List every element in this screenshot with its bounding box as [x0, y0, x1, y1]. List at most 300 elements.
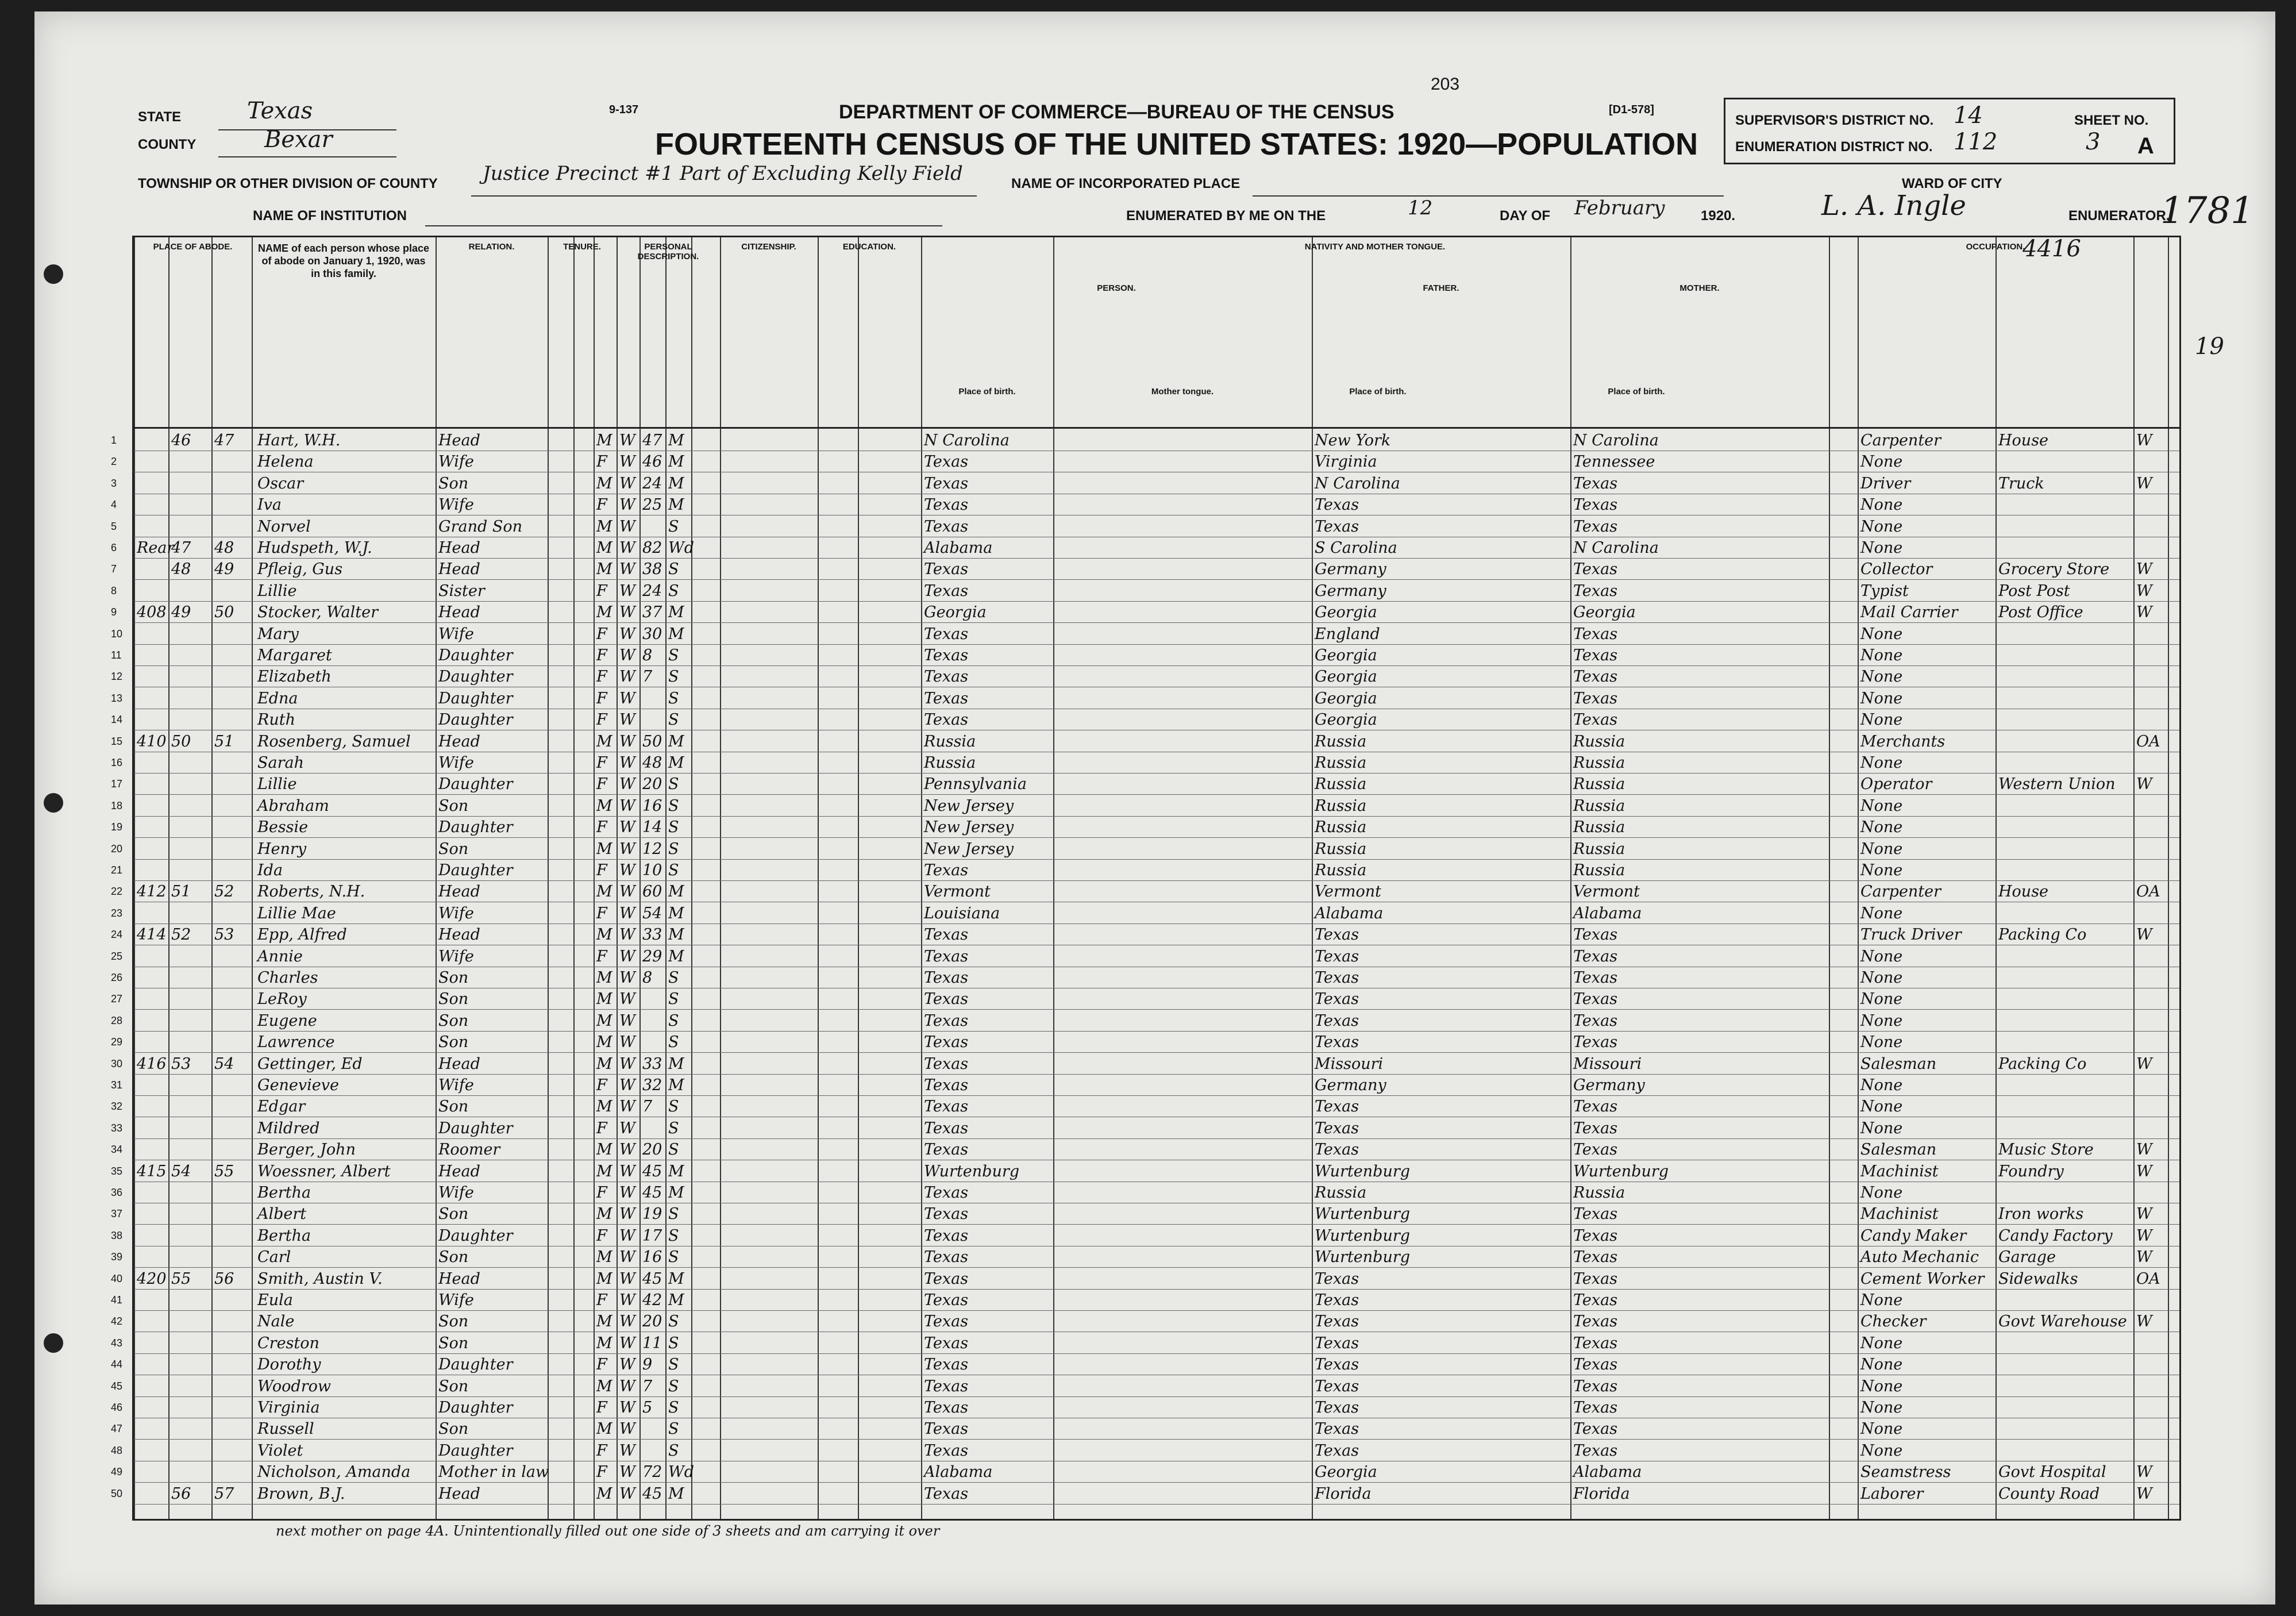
table-row — [111, 988, 2179, 1010]
cell-sex: M — [596, 797, 612, 815]
cell-birth: Texas — [924, 560, 969, 579]
cell-mother: Texas — [1573, 517, 1618, 536]
cell-sex: M — [596, 969, 612, 987]
cell-ms: S — [668, 1377, 679, 1395]
state-label: STATE — [138, 109, 182, 125]
cell-mother: Texas — [1573, 668, 1618, 686]
cell-sex: M — [596, 990, 612, 1009]
cell-ms: S — [668, 818, 679, 837]
header-occupation: OCCUPATION. — [1966, 242, 2025, 252]
table-row — [111, 1053, 2179, 1075]
cell-rel: Head — [438, 732, 480, 751]
cell-ms: S — [668, 1313, 679, 1331]
cell-birth: N Carolina — [924, 432, 1010, 449]
cell-industry: Govt Warehouse — [1998, 1313, 2127, 1331]
cell-rel: Daughter — [438, 1119, 513, 1137]
cell-race: W — [619, 539, 635, 557]
cell-father: Texas — [1315, 969, 1359, 987]
cell-sex: F — [596, 647, 607, 664]
year-label: 1920. — [1701, 208, 1736, 224]
cell-rel: Wife — [438, 904, 474, 922]
cell-mother: N Carolina — [1573, 432, 1659, 449]
line-number: 4 — [111, 499, 117, 511]
cell-rel: Head — [438, 560, 480, 579]
table-row — [111, 946, 2179, 967]
cell-sex: M — [596, 1420, 612, 1438]
cell-race: W — [619, 1226, 635, 1245]
cell-race: W — [619, 1291, 635, 1309]
cell-father: Texas — [1315, 1377, 1359, 1395]
cell-age: 33 — [642, 1055, 662, 1073]
line-number: 6 — [111, 542, 117, 553]
cell-trade: Typist — [1860, 582, 1909, 600]
cell-ms: S — [668, 1098, 679, 1116]
cell-name: Sarah — [257, 754, 304, 772]
cell-trade: None — [1860, 754, 1903, 772]
cell-father: Russia — [1315, 818, 1367, 837]
cell-rel: Son — [438, 1033, 469, 1052]
cell-trade: Collector — [1860, 560, 1933, 579]
cell-sex: F — [596, 1226, 607, 1245]
cell-age: 29 — [642, 947, 662, 965]
cell-ms: M — [668, 1291, 684, 1309]
cell-father: Georgia — [1315, 1463, 1377, 1482]
cell-race: W — [619, 1033, 635, 1052]
cell-cls: W — [2136, 1226, 2152, 1245]
cell-rel: Son — [438, 990, 469, 1009]
cell-father: Wurtenburg — [1315, 1226, 1411, 1245]
cell-race: W — [619, 904, 635, 922]
cell-house: 54 — [171, 1162, 191, 1180]
cell-fam: 57 — [214, 1484, 234, 1503]
line-number: 1 — [111, 434, 117, 446]
cell-name: Virginia — [257, 1399, 320, 1417]
punch-hole — [44, 793, 63, 813]
cell-trade: None — [1860, 517, 1903, 536]
cell-ms: Wd — [668, 539, 695, 557]
cell-birth: Texas — [924, 1055, 969, 1073]
header-personal: PERSONAL DESCRIPTION. — [637, 242, 699, 261]
cell-trade: Seamstress — [1860, 1463, 1951, 1482]
cell-industry: Packing Co — [1998, 1055, 2087, 1073]
cell-sex: F — [596, 582, 607, 600]
cell-name: Lillie — [257, 775, 297, 794]
cell-birth: Texas — [924, 1119, 969, 1137]
cell-rel: Wife — [438, 754, 474, 772]
cell-sex: F — [596, 775, 607, 794]
cell-ms: S — [668, 1033, 679, 1052]
cell-street: 414 — [137, 926, 167, 944]
table-row — [111, 924, 2179, 945]
cell-birth: Alabama — [924, 539, 993, 557]
cell-sex: F — [596, 818, 607, 837]
cell-birth: Texas — [924, 1313, 969, 1331]
cell-name: Stocker, Walter — [257, 603, 379, 622]
cell-rel: Wife — [438, 1291, 474, 1309]
cell-age: 16 — [642, 1248, 662, 1267]
table-row — [111, 1182, 2179, 1203]
incorporated-label: NAME OF INCORPORATED PLACE — [1011, 176, 1241, 191]
line-number: 37 — [111, 1208, 123, 1220]
cell-mother: Texas — [1573, 689, 1618, 707]
cell-mother: Russia — [1573, 754, 1625, 772]
cell-name: Genevieve — [257, 1076, 340, 1094]
line-number: 14 — [111, 714, 123, 726]
line-number: 30 — [111, 1057, 123, 1069]
cell-name: Abraham — [257, 797, 329, 815]
line-number: 31 — [111, 1079, 123, 1091]
cell-rel: Daughter — [438, 668, 513, 686]
cell-father: Texas — [1315, 1441, 1359, 1460]
cell-house: 53 — [171, 1055, 191, 1073]
table-row — [111, 516, 2179, 537]
cell-industry: Post Office — [1998, 603, 2083, 622]
cell-trade: None — [1860, 1441, 1903, 1460]
cell-race: W — [619, 883, 635, 901]
cell-cls: W — [2136, 1205, 2152, 1223]
cell-name: Nale — [257, 1313, 295, 1331]
cell-sex: M — [596, 732, 612, 751]
cell-father: Georgia — [1315, 689, 1377, 707]
cell-trade: None — [1860, 625, 1903, 643]
cell-sex: M — [596, 517, 612, 536]
day-label: DAY OF — [1500, 208, 1551, 224]
county-underline — [218, 156, 396, 157]
cell-rel: Daughter — [438, 689, 513, 707]
cell-mother: Texas — [1573, 1248, 1618, 1267]
cell-house: 52 — [171, 926, 191, 944]
cell-name: Nicholson, Amanda — [257, 1463, 411, 1482]
cell-cls: OA — [2136, 883, 2160, 901]
cell-ms: S — [668, 1248, 679, 1267]
line-number: 8 — [111, 584, 117, 597]
cell-birth: Texas — [924, 926, 969, 944]
cell-ms: M — [668, 1076, 684, 1094]
line-number: 20 — [111, 842, 123, 855]
cell-mother: Vermont — [1573, 883, 1640, 901]
cell-name: Elizabeth — [257, 668, 332, 686]
cell-ms: M — [668, 732, 684, 751]
cell-father: Russia — [1315, 1184, 1367, 1202]
table-row — [111, 451, 2179, 472]
header-education: EDUCATION. — [842, 242, 896, 252]
cell-cls: W — [2136, 582, 2152, 600]
cell-fam: 51 — [214, 732, 234, 751]
cell-sex: F — [596, 496, 607, 514]
cell-father: Germany — [1315, 582, 1386, 600]
cell-rel: Head — [438, 432, 480, 449]
line-number: 23 — [111, 907, 123, 919]
cell-sex: M — [596, 1377, 612, 1395]
cell-trade: None — [1860, 990, 1903, 1009]
cell-trade: None — [1860, 1076, 1903, 1094]
cell-mother: Wurtenburg — [1573, 1162, 1669, 1180]
cell-trade: Candy Maker — [1860, 1226, 1967, 1245]
cell-birth: Texas — [924, 647, 969, 664]
cell-father: Texas — [1315, 1011, 1359, 1030]
township-value: Justice Precinct #1 Part of Excluding Kelly Field — [483, 162, 963, 185]
cell-fam: 54 — [214, 1055, 234, 1073]
punch-hole — [44, 264, 63, 284]
line-number: 18 — [111, 799, 123, 811]
table-row — [111, 645, 2179, 666]
cell-age: 45 — [642, 1484, 662, 1503]
table-row — [111, 881, 2179, 902]
cell-trade: Truck Driver — [1860, 926, 1962, 944]
cell-trade: Machinist — [1860, 1162, 1939, 1180]
cell-sex: M — [596, 1269, 612, 1288]
cell-fam: 53 — [214, 926, 234, 944]
cell-birth: Texas — [924, 1420, 969, 1438]
cell-sex: M — [596, 603, 612, 622]
cell-father: Texas — [1315, 990, 1359, 1009]
cell-birth: Texas — [924, 990, 969, 1009]
line-number: 21 — [111, 864, 123, 876]
county-label: COUNTY — [138, 137, 197, 152]
table-row — [111, 817, 2179, 838]
cell-ms: S — [668, 969, 679, 987]
cell-mother: Texas — [1573, 969, 1618, 987]
cell-race: W — [619, 1313, 635, 1331]
cell-mother: Georgia — [1573, 603, 1636, 622]
cell-rel: Wife — [438, 1184, 474, 1202]
cell-name: Berger, John — [257, 1141, 356, 1159]
cell-mother: Russia — [1573, 840, 1625, 858]
table-row — [111, 494, 2179, 515]
cell-trade: Salesman — [1860, 1055, 1937, 1073]
cell-race: W — [619, 1420, 635, 1438]
cell-birth: New Jersey — [924, 840, 1014, 858]
cell-rel: Head — [438, 603, 480, 622]
cell-ms: S — [668, 647, 679, 664]
cell-industry: Govt Hospital — [1998, 1463, 2106, 1482]
cell-mother: Alabama — [1573, 904, 1642, 922]
cell-trade: None — [1860, 1399, 1903, 1417]
cell-name: Ida — [257, 861, 283, 879]
cell-street: 408 — [137, 603, 167, 622]
cell-industry: Garage — [1998, 1248, 2056, 1267]
cell-trade: Merchants — [1860, 732, 1946, 751]
cell-fam: 48 — [214, 539, 234, 557]
table-row — [111, 1483, 2179, 1505]
cell-sex: M — [596, 840, 612, 858]
cell-rel: Son — [438, 1248, 469, 1267]
cell-fam: 50 — [214, 603, 234, 622]
cell-cls: W — [2136, 1248, 2152, 1267]
cell-name: Henry — [257, 840, 307, 858]
cell-industry: Candy Factory — [1998, 1226, 2113, 1245]
sheet-value: 3 — [2086, 129, 2101, 155]
footnote: next mother on page 4A. Unintentionally filled out one side of 3 sheets and am carrying it over — [276, 1523, 940, 1539]
cell-age: 7 — [642, 668, 653, 686]
cell-age: 19 — [642, 1205, 662, 1223]
cell-name: Violet — [257, 1441, 303, 1460]
cell-ms: S — [668, 1141, 679, 1159]
line-number: 49 — [111, 1466, 123, 1478]
cell-trade: None — [1860, 1356, 1903, 1374]
cell-ms: S — [668, 711, 679, 729]
cell-rel: Son — [438, 1011, 469, 1030]
cell-father: Russia — [1315, 775, 1367, 794]
cell-age: 20 — [642, 775, 662, 794]
cell-ms: S — [668, 1399, 679, 1417]
cell-mother: Texas — [1573, 1356, 1618, 1374]
cell-birth: Texas — [924, 582, 969, 600]
state-value: Texas — [247, 98, 313, 124]
cell-race: W — [619, 668, 635, 686]
cell-age: 72 — [642, 1463, 662, 1482]
margin-note: 19 — [2195, 333, 2224, 360]
cell-birth: Texas — [924, 1184, 969, 1202]
table-row — [111, 795, 2179, 817]
cell-mother: Texas — [1573, 1441, 1618, 1460]
cell-mother: Texas — [1573, 1098, 1618, 1116]
cell-age: 54 — [642, 904, 662, 922]
cell-father: Texas — [1315, 1269, 1359, 1288]
line-number: 5 — [111, 520, 117, 532]
cell-sex: M — [596, 1334, 612, 1352]
cell-cls: W — [2136, 432, 2152, 449]
cell-race: W — [619, 990, 635, 1009]
cell-race: W — [619, 754, 635, 772]
cell-rel: Daughter — [438, 1441, 513, 1460]
cell-rel: Wife — [438, 1076, 474, 1094]
cell-father: Texas — [1315, 1334, 1359, 1352]
table-row — [111, 1333, 2179, 1354]
cell-birth: Texas — [924, 1291, 969, 1309]
cell-sex: M — [596, 1248, 612, 1267]
cell-sex: M — [596, 1313, 612, 1331]
cell-race: W — [619, 861, 635, 879]
occupation-code: 4416 — [2023, 236, 2081, 262]
cell-rel: Wife — [438, 453, 474, 471]
cell-trade: None — [1860, 818, 1903, 837]
cell-trade: None — [1860, 1033, 1903, 1052]
cell-ms: M — [668, 625, 684, 643]
line-number: 13 — [111, 692, 123, 704]
table-row — [111, 967, 2179, 988]
cell-trade: None — [1860, 496, 1903, 514]
line-number: 46 — [111, 1402, 123, 1413]
cell-industry: Grocery Store — [1998, 560, 2110, 579]
cell-birth: Texas — [924, 1484, 969, 1503]
line-number: 27 — [111, 993, 123, 1005]
table-row — [111, 1118, 2179, 1139]
cell-rel: Head — [438, 883, 480, 901]
header-place-of-abode: PLACE OF ABODE. — [153, 242, 233, 252]
cell-rel: Wife — [438, 625, 474, 643]
table-row — [111, 1096, 2179, 1117]
cell-mother: Texas — [1573, 582, 1618, 600]
cell-sex: F — [596, 947, 607, 965]
cell-birth: Texas — [924, 625, 969, 643]
cell-sex: M — [596, 1055, 612, 1073]
cell-mother: N Carolina — [1573, 539, 1659, 557]
header-person-tongue: Mother tongue. — [1151, 387, 1214, 397]
cell-birth: Texas — [924, 1033, 969, 1052]
cell-name: Gettinger, Ed — [257, 1055, 363, 1073]
cell-father: Alabama — [1315, 904, 1384, 922]
cell-race: W — [619, 1463, 635, 1482]
cell-age: 24 — [642, 474, 662, 493]
table-row — [111, 1075, 2179, 1096]
cell-name: Bertha — [257, 1226, 311, 1245]
cell-mother: Texas — [1573, 1033, 1618, 1052]
cell-birth: Texas — [924, 474, 969, 493]
cell-ms: M — [668, 883, 684, 901]
cell-mother: Texas — [1573, 711, 1618, 729]
cell-race: W — [619, 711, 635, 729]
cell-ms: S — [668, 1420, 679, 1438]
cell-ms: M — [668, 754, 684, 772]
cell-rel: Daughter — [438, 711, 513, 729]
cell-sex: M — [596, 1484, 612, 1503]
cell-rel: Head — [438, 539, 480, 557]
line-number: 22 — [111, 886, 123, 898]
cell-rel: Son — [438, 1098, 469, 1116]
cell-trade: Mail Carrier — [1860, 603, 1958, 622]
line-number: 19 — [111, 821, 123, 833]
cell-trade: None — [1860, 861, 1903, 879]
cell-house: 49 — [171, 603, 191, 622]
cell-age: 16 — [642, 797, 662, 815]
cell-age: 45 — [642, 1162, 662, 1180]
cell-name: Bessie — [257, 818, 309, 837]
table-row — [111, 1376, 2179, 1397]
cell-mother: Texas — [1573, 1377, 1618, 1395]
cell-age: 33 — [642, 926, 662, 944]
cell-birth: Texas — [924, 453, 969, 471]
county-value: Bexar — [264, 126, 333, 153]
cell-fam: 56 — [214, 1269, 234, 1288]
cell-race: W — [619, 1162, 635, 1180]
cell-father: Russia — [1315, 732, 1367, 751]
header-mother: MOTHER. — [1679, 283, 1720, 293]
cell-age: 38 — [642, 560, 662, 579]
cell-industry: Sidewalks — [1998, 1269, 2078, 1288]
cell-trade: None — [1860, 453, 1903, 471]
cell-race: W — [619, 603, 635, 622]
form-number: 9-137 — [609, 103, 639, 116]
cell-age: 7 — [642, 1098, 653, 1116]
cell-name: Mildred — [257, 1119, 320, 1137]
header-name: NAME of each person whose place of abode on January 1, 1920, was in this family. — [257, 243, 430, 279]
header-relation: RELATION. — [468, 242, 515, 252]
cell-race: W — [619, 1334, 635, 1352]
cell-father: Texas — [1315, 1033, 1359, 1052]
cell-house: 47 — [171, 539, 191, 557]
cell-birth: Texas — [924, 1226, 969, 1245]
table-row — [111, 1225, 2179, 1246]
cell-fam: 49 — [214, 560, 234, 579]
cell-sex: F — [596, 668, 607, 686]
cell-race: W — [619, 1356, 635, 1374]
cell-street: 410 — [137, 732, 167, 751]
cell-mother: Texas — [1573, 1334, 1618, 1352]
line-number: 45 — [111, 1380, 123, 1392]
cell-cls: W — [2136, 474, 2152, 493]
cell-race: W — [619, 1184, 635, 1202]
cell-rel: Son — [438, 1377, 469, 1395]
cell-ms: S — [668, 1011, 679, 1030]
cell-sex: F — [596, 1184, 607, 1202]
cell-street: 412 — [137, 883, 167, 901]
cell-rel: Daughter — [438, 861, 513, 879]
cell-trade: None — [1860, 1291, 1903, 1309]
cell-father: Russia — [1315, 840, 1367, 858]
cell-race: W — [619, 1141, 635, 1159]
cell-name: Ruth — [257, 711, 295, 729]
